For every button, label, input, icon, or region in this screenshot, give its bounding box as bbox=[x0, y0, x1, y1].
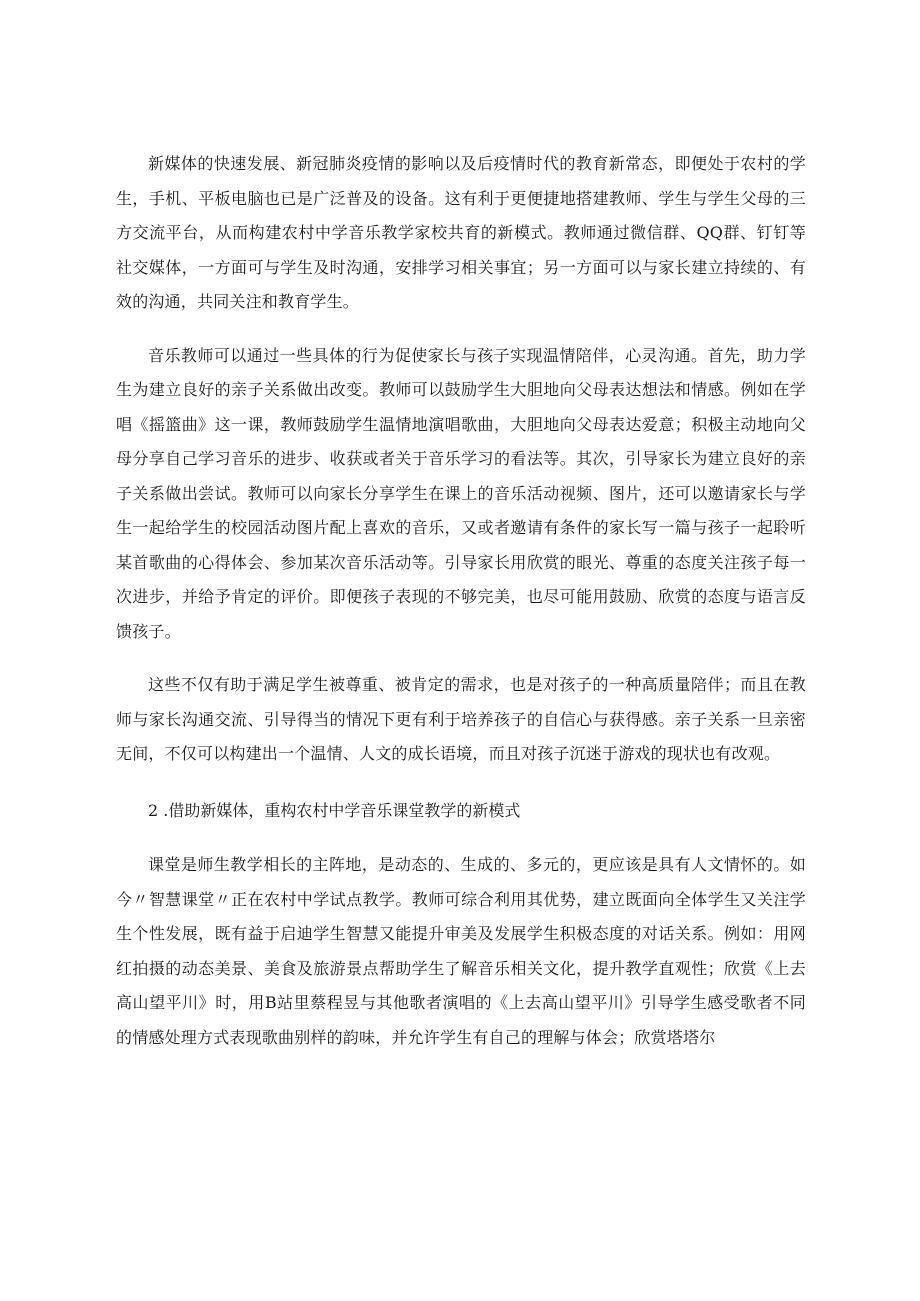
paragraph-4: 课堂是师生教学相长的主阵地，是动态的、生成的、多元的，更应该是具有人文情怀的。如今〃智慧课堂〃正在农村中学试点教学。教师可综合利用其优势，建立既面向全体学生又关注学生个性发展，既有益于启迪学生智慧又能提升审美及发展学生积极态度的对话关系。例如：用网红拍摄的动态美景、美食及旅游景点帮助学生了解音乐相关文化，提升教学直观性；欣赏《上去高山望平川》时，用B站里蔡程昱与其他歌者演唱的《上去高山望平川》引导学生感受歌者不同的情感处理方式表现歌曲别样的韵味，并允许学生有自己的理解与体会；欣赏塔塔尔 bbox=[116, 855, 806, 1047]
document-page bbox=[116, 147, 806, 1055]
section-heading: 2 .借助新媒体，重构农村中学音乐课堂教学的新模式 bbox=[148, 800, 521, 820]
paragraph-1: 新媒体的快速发展、新冠肺炎疫情的影响以及后疫情时代的教育新常态，即便处于农村的学生，手机、平板电脑也已是广泛普及的设备。这有利于更便捷地搭建教师、学生与学生父母的三方交流平台，从而构建农村中学音乐教学家校共育的新模式。教师通过微信群、QQ群、钉钉等社交媒体，一方面可与学生及时沟通，安排学习相关事宜；另一方面可以与家长建立持续的、有效的沟通，共同关注和教育学生。 bbox=[116, 154, 806, 311]
paragraph-2: 音乐教师可以通过一些具体的行为促使家长与孩子实现温情陪伴，心灵沟通。首先，助力学生为建立良好的亲子关系做出改变。教师可以鼓励学生大胆地向父母表达想法和情感。例如在学唱《摇篮曲》这一课，教师鼓励学生温情地演唱歌曲，大胆地向父母表达爱意；积极主动地向父母分享自己学习音乐的进步、收获或者关于音乐学习的看法等。其次，引导家长为建立良好的亲子关系做出尝试。教师可以向家长分享学生在课上的音乐活动视频、图片，还可以邀请家长与学生一起给学生的校园活动图片配上喜欢的音乐，又或者邀请有条件的家长写一篇与孩子一起聆听某首歌曲的心得体会、参加某次音乐活动等。引导家长用欣赏的眼光、尊重的态度关注孩子每一次进步，并给予肯定的评价。即便孩子表现的不够完美，也尽可能用鼓励、欣赏的态度与语言反馈孩子。 bbox=[116, 345, 806, 641]
paragraph-3: 这些不仅有助于满足学生被尊重、被肯定的需求，也是对孩子的一种高质量陪伴；而且在教师与家长沟通交流、引导得当的情况下更有利于培养孩子的自信心与获得感。亲子关系一旦亲密无间，不仅可以构建出一个温情、人文的成长语境，而且对孩子沉迷于游戏的现状也有改观。 bbox=[116, 675, 806, 763]
